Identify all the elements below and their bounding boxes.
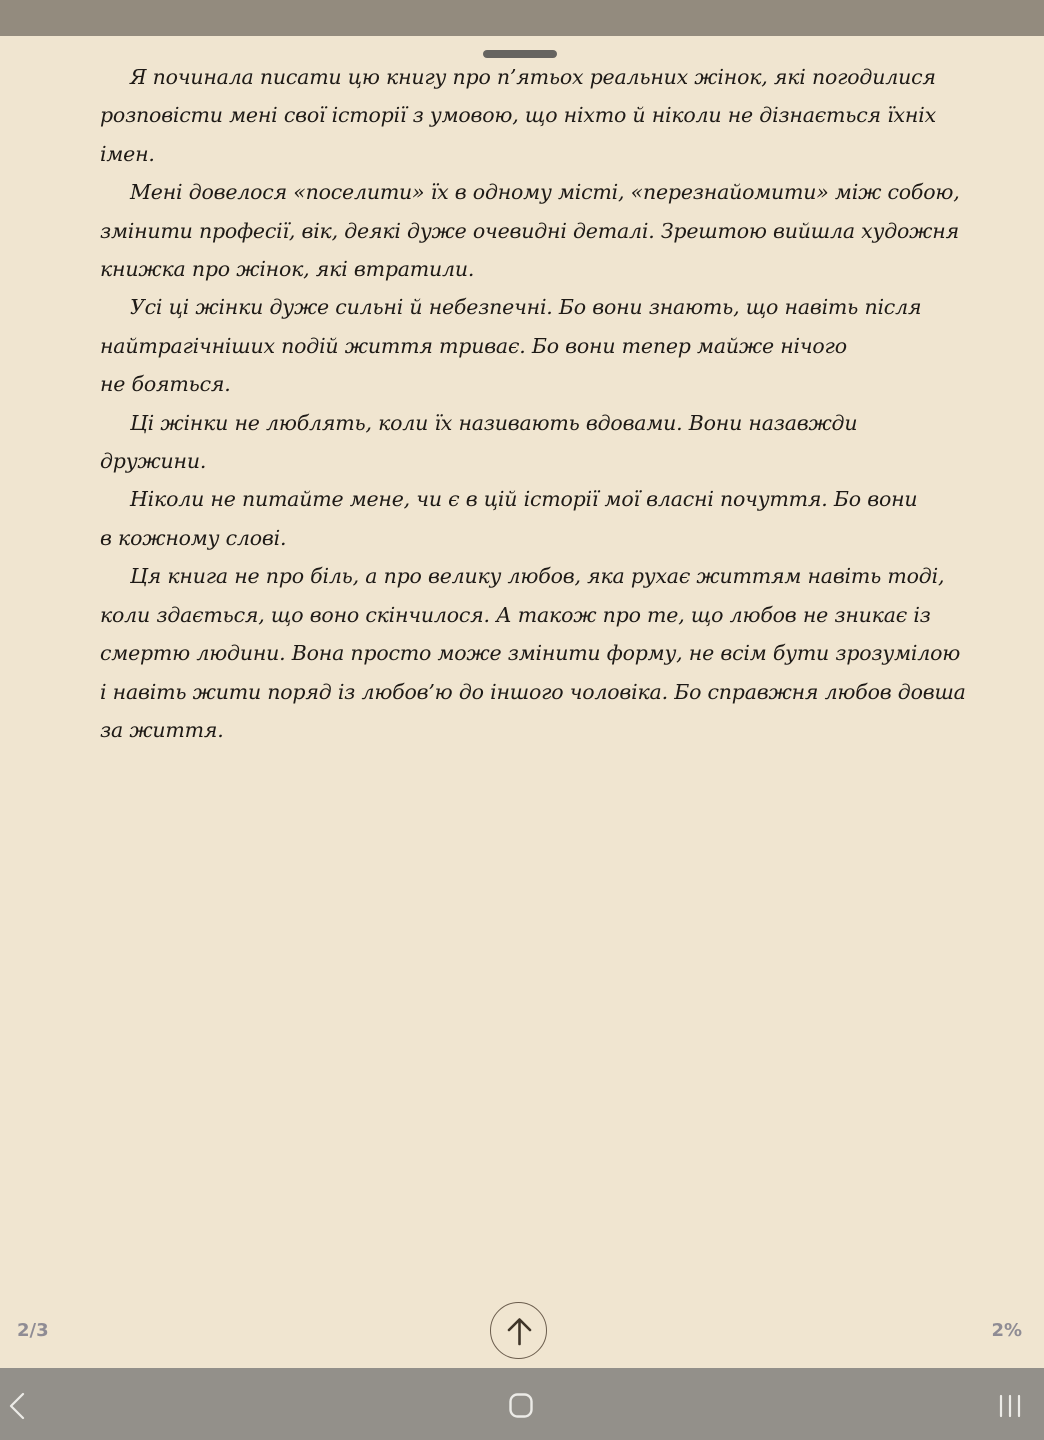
text-line: в кожному слові.	[100, 525, 287, 550]
arrow-up-icon	[491, 1303, 548, 1360]
text-line: Ці жінки не люблять, коли їх називають вдовами. Вони назавжди	[130, 410, 858, 435]
reader-text	[100, 58, 966, 749]
text-line: книжка про жінок, які втратили.	[100, 257, 475, 282]
recent-apps-icon	[984, 1368, 1044, 1440]
text-line: і навіть жити поряд із любов’ю до іншого чоловіка. Бо справжня любов довша	[100, 679, 966, 704]
page-counter: 2/3	[17, 1320, 49, 1341]
recent-apps-button[interactable]	[984, 1368, 1044, 1440]
text-line: не бояться.	[100, 372, 231, 397]
text-line: імен.	[100, 141, 155, 166]
reading-progress: 2%	[991, 1320, 1022, 1341]
text-line: Ніколи не питайте мене, чи є в цій історії мої власні почуття. Бо вони	[130, 487, 918, 512]
back-button[interactable]	[0, 1368, 60, 1440]
text-line: розповісти мені свої історії з умовою, що ніхто й ніколи не дізнається їхніх	[100, 103, 936, 128]
text-line: за життя.	[100, 717, 224, 742]
status-bar	[0, 0, 1044, 36]
text-line: Я починала писати цю книгу про п’ятьох реальних жінок, які погодилися	[130, 65, 936, 89]
chevron-left-icon	[0, 1368, 60, 1440]
text-line: Мені довелося «поселити» їх в одному місті, «перезнайомити» між собою,	[130, 180, 960, 205]
reader-footer	[0, 1300, 1044, 1364]
scroll-to-top-button[interactable]	[490, 1302, 547, 1359]
text-line: найтрагічніших подій життя триває. Бо вони тепер майже нічого	[100, 333, 847, 358]
paragraph	[100, 480, 960, 557]
home-button[interactable]	[490, 1368, 554, 1440]
text-line: Ця книга не про біль, а про велику любов, яка рухає життям навіть тоді,	[130, 564, 945, 589]
system-nav-bar	[0, 1368, 1044, 1440]
paragraph	[100, 557, 966, 749]
text-line: змінити професії, вік, деякі дуже очевидні деталі. Зрештою вийшла художня	[100, 218, 959, 243]
text-line: Усі ці жінки дуже сильні й небезпечні. Бо вони знають, що навіть після	[130, 295, 922, 320]
drag-handle[interactable]	[483, 50, 557, 58]
text-line: коли здається, що воно скінчилося. А також про те, що любов не зникає із	[100, 602, 931, 627]
home-square-icon	[490, 1368, 554, 1440]
paragraph	[100, 404, 960, 481]
text-line: смертю людини. Вона просто може змінити форму, не всім бути зрозумілою	[100, 641, 961, 666]
paragraph	[100, 58, 960, 173]
paragraph	[100, 173, 960, 288]
paragraph	[100, 288, 960, 403]
text-line: дружини.	[100, 449, 207, 474]
